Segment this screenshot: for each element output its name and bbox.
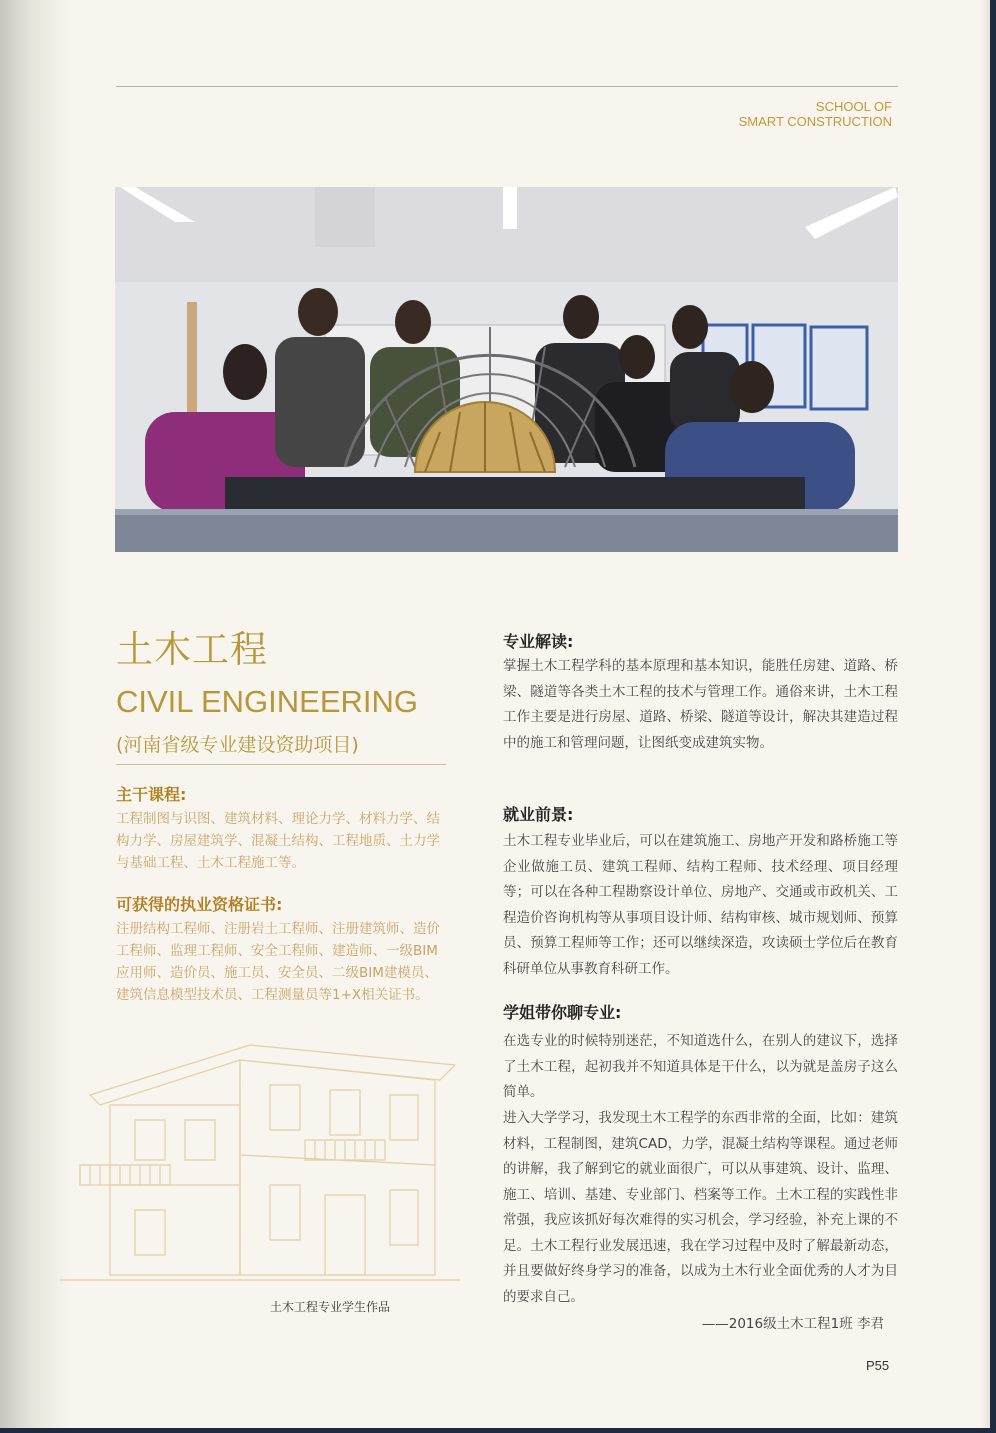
employment-text: 土木工程专业毕业后，可以在建筑施工、房地产开发和路桥施工等企业做施工员、建筑工程师、结构工程师、技术经理、项目经理等；可以在各种工程勘察设计单位、房地产、交通或市政机关、工程造价咨询机构等从事项目设计师、结构审核、城市规划师、预算员、预算工程师等工作；还可以继续深造，攻读硕士学位后在教育科研单位从事教育科研工作。: [503, 833, 898, 977]
senior-talk-heading: 学姐带你聊专业:: [503, 1003, 622, 1022]
employment-heading: 就业前景:: [503, 805, 574, 824]
major-title-en: CIVIL ENGINEERING: [116, 684, 419, 719]
core-courses-text: 工程制图与识图、建筑材料、理论力学、材料力学、结构力学、房屋建筑学、混凝土结构、工程地质、土力学与基础工程、土木工程施工等。: [116, 811, 440, 871]
school-title: [739, 99, 892, 129]
school-title-line1: SCHOOL OF: [815, 99, 892, 114]
interpretation-text: 掌握土木工程学科的基本原理和基本知识，能胜任房建、道路、桥梁、隧道等各类土木工程的技术与管理工作。通俗来讲，土木工程工作主要是进行房屋、道路、桥梁、隧道等设计，解决其建造过程中的施工和管理问题，让图纸变成建筑实物。: [503, 658, 898, 751]
major-title-cn: 土木工程: [116, 628, 268, 671]
group-photo-image: [115, 187, 898, 552]
house-sketch-icon: [60, 1025, 460, 1285]
artwork-caption: 土木工程专业学生作品: [270, 1300, 391, 1314]
header-rule: [116, 86, 898, 87]
certificates-heading: 可获得的执业资格证书:: [116, 895, 283, 914]
interpretation-heading: 专业解读:: [503, 632, 574, 651]
senior-talk-signature: ——2016级土木工程1班 李君: [701, 1316, 884, 1332]
major-subtitle: (河南省级专业建设资助项目): [116, 734, 359, 756]
page-edge: [980, 0, 990, 1428]
senior-talk-paragraph-2: 进入大学学习，我发现土木工程学的东西非常的全面，比如：建筑材料，工程制图，建筑CAD，力学，混凝土结构等课程。通过老师的讲解，我了解到它的就业面很广，可以从事建筑、设计、监理、施工、培训、基建、专业部门、档案等工作。土木工程的实践性非常强，我应该抓好每次难得的实习机会，学习经验，补充上课的不足。土木工程行业发展迅速，我在学习过程中及时了解最新动态，并且要做好终身学习的准备，以成为土木行业全面优秀的人才为目的要求自己。: [503, 1110, 898, 1305]
core-courses-heading: 主干课程:: [116, 785, 187, 804]
senior-talk-paragraph-1: 在选专业的时候特别迷茫，不知道选什么，在别人的建议下，选择了土木工程，起初我并不知道具体是干什么，以为就是盖房子这么简单。: [503, 1033, 898, 1100]
certificates-text: 注册结构工程师、注册岩土工程师、注册建筑师、造价工程师、监理工程师、安全工程师、建造师、一级BIM应用师、造价员、施工员、安全员、二级BIM建模员、建筑信息模型技术员、工程测量员等1+X相关证书。: [116, 921, 440, 1003]
title-divider: [116, 764, 446, 765]
school-title-line2: SMART CONSTRUCTION: [738, 114, 892, 129]
page-number: P55: [866, 1358, 890, 1373]
